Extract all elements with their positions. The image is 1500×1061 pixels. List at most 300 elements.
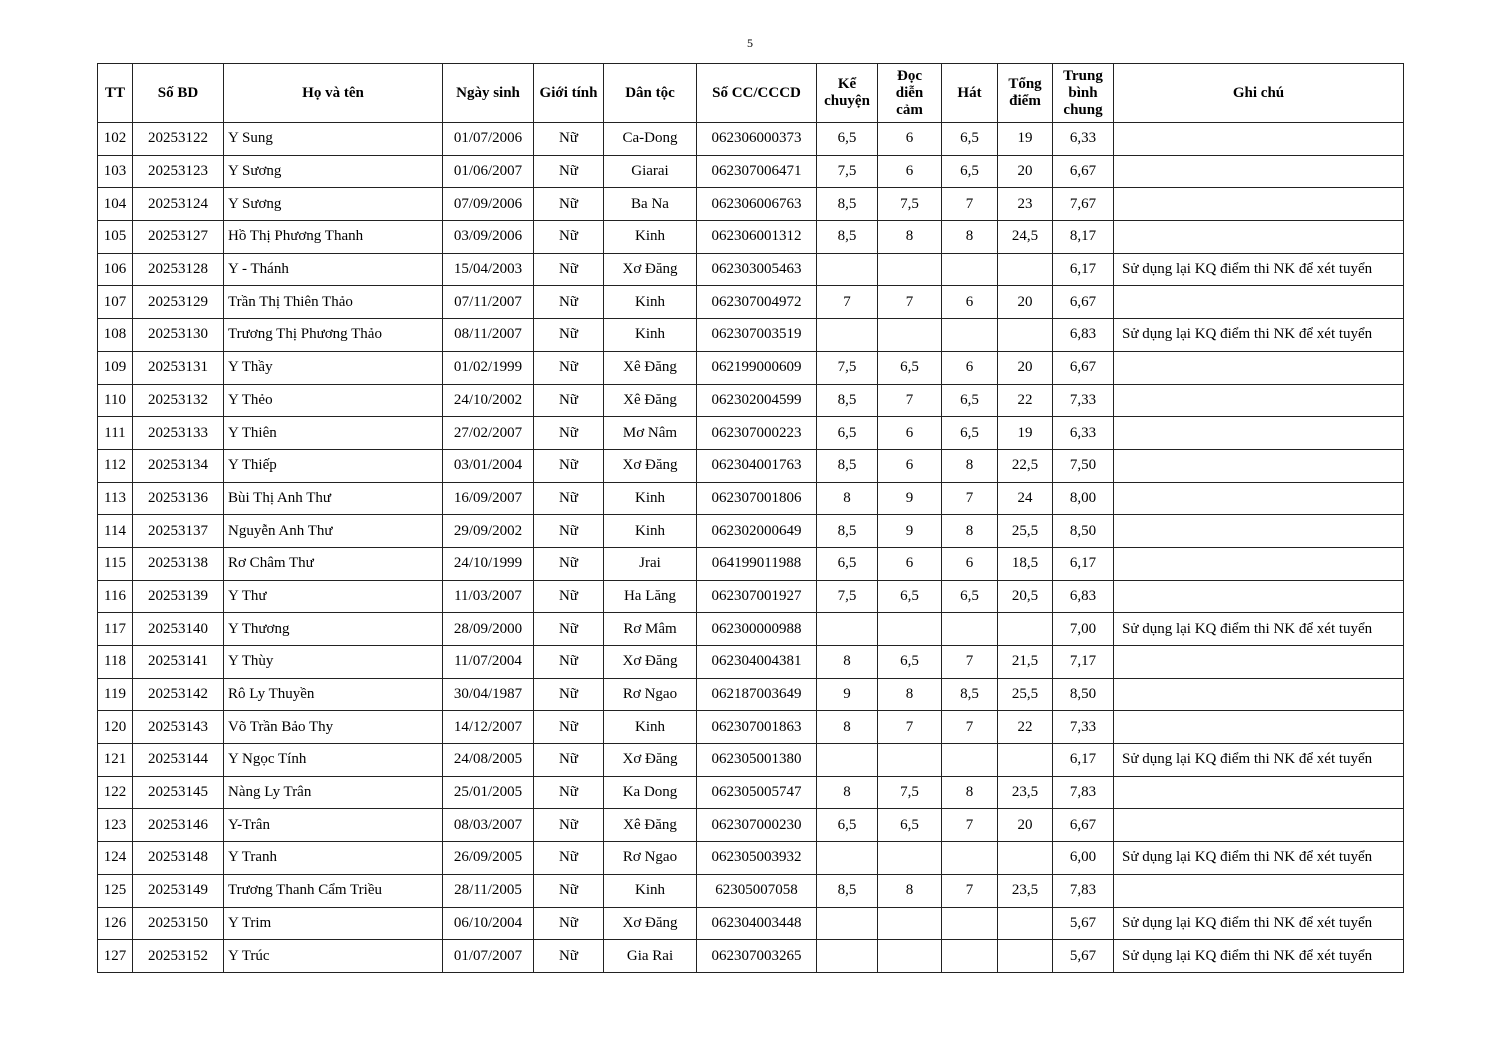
cell-gioi-tinh: Nữ <box>534 940 604 973</box>
cell-trung-binh-chung: 7,17 <box>1053 646 1114 679</box>
cell-tt: 108 <box>98 319 133 352</box>
cell-ngay-sinh: 29/09/2002 <box>443 515 534 548</box>
cell-tong-diem: 22 <box>998 384 1053 417</box>
cell-so-cccd: 062305005747 <box>697 776 817 809</box>
cell-tong-diem: 22,5 <box>998 449 1053 482</box>
table-row <box>98 449 1404 482</box>
cell-ho-va-ten: Y - Thánh <box>224 253 443 286</box>
cell-ngay-sinh: 01/07/2006 <box>443 123 534 156</box>
cell-so-cccd: 062307001927 <box>697 580 817 613</box>
table-row <box>98 874 1404 907</box>
cell-tt: 126 <box>98 907 133 940</box>
cell-tt: 102 <box>98 123 133 156</box>
cell-ghi-chu <box>1114 482 1404 515</box>
header-ho-va-ten: Họ và tên <box>224 64 443 123</box>
cell-ghi-chu <box>1114 646 1404 679</box>
cell-tt: 125 <box>98 874 133 907</box>
cell-so-bd: 20253123 <box>133 155 224 188</box>
cell-doc-dien-cam: 7 <box>878 286 942 319</box>
cell-doc-dien-cam: 8 <box>878 221 942 254</box>
cell-gioi-tinh: Nữ <box>534 351 604 384</box>
cell-ho-va-ten: Trần Thị Thiên Thảo <box>224 286 443 319</box>
cell-dan-toc: Kinh <box>604 482 697 515</box>
header-ngay-sinh: Ngày sinh <box>443 64 534 123</box>
cell-ngay-sinh: 27/02/2007 <box>443 417 534 450</box>
table-row <box>98 580 1404 613</box>
cell-so-bd: 20253134 <box>133 449 224 482</box>
cell-ho-va-ten: Trương Thanh Cẩm Triều <box>224 874 443 907</box>
cell-ghi-chu <box>1114 449 1404 482</box>
cell-hat: 7 <box>942 482 998 515</box>
cell-doc-dien-cam: 8 <box>878 678 942 711</box>
cell-ke-chuyen: 6,5 <box>817 417 878 450</box>
cell-doc-dien-cam: 8 <box>878 874 942 907</box>
cell-ngay-sinh: 28/11/2005 <box>443 874 534 907</box>
cell-ghi-chu: Sử dụng lại KQ điểm thi NK để xét tuyển <box>1114 842 1404 875</box>
cell-ngay-sinh: 11/03/2007 <box>443 580 534 613</box>
cell-gioi-tinh: Nữ <box>534 253 604 286</box>
cell-so-cccd: 062306000373 <box>697 123 817 156</box>
cell-gioi-tinh: Nữ <box>534 319 604 352</box>
cell-trung-binh-chung: 7,67 <box>1053 188 1114 221</box>
cell-ho-va-ten: Võ Trần Bảo Thy <box>224 711 443 744</box>
cell-so-bd: 20253122 <box>133 123 224 156</box>
cell-hat: 8 <box>942 449 998 482</box>
cell-ghi-chu <box>1114 155 1404 188</box>
table-row <box>98 319 1404 352</box>
cell-trung-binh-chung: 6,83 <box>1053 319 1114 352</box>
cell-doc-dien-cam: 6 <box>878 547 942 580</box>
cell-doc-dien-cam: 6 <box>878 155 942 188</box>
cell-tt: 110 <box>98 384 133 417</box>
table-row <box>98 547 1404 580</box>
cell-tt: 111 <box>98 417 133 450</box>
cell-ghi-chu <box>1114 351 1404 384</box>
cell-ho-va-ten: Hồ Thị Phương Thanh <box>224 221 443 254</box>
cell-dan-toc: Xơ Đăng <box>604 646 697 679</box>
cell-dan-toc: Rơ Mâm <box>604 613 697 646</box>
results-table <box>97 63 1404 973</box>
cell-tt: 117 <box>98 613 133 646</box>
cell-ke-chuyen: 8,5 <box>817 188 878 221</box>
cell-gioi-tinh: Nữ <box>534 417 604 450</box>
cell-tt: 121 <box>98 744 133 777</box>
cell-gioi-tinh: Nữ <box>534 776 604 809</box>
cell-doc-dien-cam <box>878 842 942 875</box>
cell-hat: 6 <box>942 286 998 319</box>
cell-dan-toc: Ha Lăng <box>604 580 697 613</box>
cell-so-bd: 20253143 <box>133 711 224 744</box>
cell-so-cccd: 062307001863 <box>697 711 817 744</box>
cell-hat: 8 <box>942 776 998 809</box>
cell-ho-va-ten: Y Ngọc Tính <box>224 744 443 777</box>
cell-ngay-sinh: 24/10/2002 <box>443 384 534 417</box>
cell-so-cccd: 062199000609 <box>697 351 817 384</box>
cell-so-cccd: 062307003519 <box>697 319 817 352</box>
table-body <box>98 123 1404 973</box>
cell-ho-va-ten: Y Tranh <box>224 842 443 875</box>
cell-tt: 118 <box>98 646 133 679</box>
cell-trung-binh-chung: 8,50 <box>1053 678 1114 711</box>
cell-dan-toc: Rơ Ngao <box>604 678 697 711</box>
table-row <box>98 417 1404 450</box>
cell-doc-dien-cam: 6 <box>878 123 942 156</box>
cell-trung-binh-chung: 7,33 <box>1053 384 1114 417</box>
cell-dan-toc: Xê Đăng <box>604 351 697 384</box>
cell-ngay-sinh: 26/09/2005 <box>443 842 534 875</box>
cell-tt: 119 <box>98 678 133 711</box>
cell-dan-toc: Kinh <box>604 286 697 319</box>
table-row <box>98 744 1404 777</box>
cell-ghi-chu <box>1114 384 1404 417</box>
cell-hat: 7 <box>942 646 998 679</box>
header-trung-binh-chung: Trung bình chung <box>1053 64 1114 123</box>
cell-doc-dien-cam <box>878 940 942 973</box>
cell-ghi-chu <box>1114 580 1404 613</box>
cell-ghi-chu <box>1114 678 1404 711</box>
cell-ho-va-ten: Y Sương <box>224 188 443 221</box>
cell-gioi-tinh: Nữ <box>534 188 604 221</box>
cell-ho-va-ten: Y Trúc <box>224 940 443 973</box>
cell-so-bd: 20253140 <box>133 613 224 646</box>
cell-ho-va-ten: Rô Ly Thuyền <box>224 678 443 711</box>
cell-ghi-chu <box>1114 286 1404 319</box>
cell-ke-chuyen: 8 <box>817 482 878 515</box>
cell-tong-diem <box>998 907 1053 940</box>
cell-doc-dien-cam <box>878 907 942 940</box>
cell-ngay-sinh: 03/01/2004 <box>443 449 534 482</box>
cell-doc-dien-cam: 7,5 <box>878 776 942 809</box>
cell-ghi-chu <box>1114 874 1404 907</box>
cell-tong-diem <box>998 744 1053 777</box>
cell-dan-toc: Kinh <box>604 319 697 352</box>
cell-so-cccd: 062304001763 <box>697 449 817 482</box>
cell-so-bd: 20253136 <box>133 482 224 515</box>
cell-trung-binh-chung: 6,17 <box>1053 253 1114 286</box>
cell-hat: 6,5 <box>942 384 998 417</box>
cell-dan-toc: Xơ Đăng <box>604 907 697 940</box>
cell-doc-dien-cam: 6 <box>878 449 942 482</box>
cell-hat: 8,5 <box>942 678 998 711</box>
cell-tt: 105 <box>98 221 133 254</box>
cell-hat: 7 <box>942 874 998 907</box>
cell-so-bd: 20253127 <box>133 221 224 254</box>
cell-so-bd: 20253141 <box>133 646 224 679</box>
cell-so-cccd: 62305007058 <box>697 874 817 907</box>
table-row <box>98 907 1404 940</box>
cell-doc-dien-cam <box>878 744 942 777</box>
cell-gioi-tinh: Nữ <box>534 907 604 940</box>
cell-hat <box>942 253 998 286</box>
cell-tong-diem: 20 <box>998 351 1053 384</box>
cell-gioi-tinh: Nữ <box>534 123 604 156</box>
cell-ghi-chu <box>1114 188 1404 221</box>
cell-so-cccd: 062306001312 <box>697 221 817 254</box>
cell-so-cccd: 062305003932 <box>697 842 817 875</box>
table-row <box>98 155 1404 188</box>
cell-ghi-chu <box>1114 221 1404 254</box>
cell-doc-dien-cam <box>878 253 942 286</box>
cell-tong-diem: 20,5 <box>998 580 1053 613</box>
cell-ngay-sinh: 14/12/2007 <box>443 711 534 744</box>
cell-gioi-tinh: Nữ <box>534 874 604 907</box>
cell-dan-toc: Gia Rai <box>604 940 697 973</box>
cell-ngay-sinh: 07/11/2007 <box>443 286 534 319</box>
cell-so-bd: 20253137 <box>133 515 224 548</box>
cell-so-bd: 20253138 <box>133 547 224 580</box>
cell-ngay-sinh: 28/09/2000 <box>443 613 534 646</box>
cell-gioi-tinh: Nữ <box>534 646 604 679</box>
cell-gioi-tinh: Nữ <box>534 515 604 548</box>
cell-tong-diem <box>998 319 1053 352</box>
cell-so-bd: 20253145 <box>133 776 224 809</box>
cell-ke-chuyen: 8,5 <box>817 874 878 907</box>
cell-trung-binh-chung: 6,17 <box>1053 547 1114 580</box>
cell-trung-binh-chung: 6,17 <box>1053 744 1114 777</box>
header-ke-chuyen: Kể chuyện <box>817 64 878 123</box>
cell-gioi-tinh: Nữ <box>534 384 604 417</box>
cell-hat <box>942 907 998 940</box>
cell-ngay-sinh: 25/01/2005 <box>443 776 534 809</box>
cell-so-cccd: 064199011988 <box>697 547 817 580</box>
cell-ke-chuyen <box>817 613 878 646</box>
cell-ke-chuyen <box>817 744 878 777</box>
cell-ke-chuyen: 6,5 <box>817 809 878 842</box>
cell-ngay-sinh: 06/10/2004 <box>443 907 534 940</box>
table-row <box>98 940 1404 973</box>
table-row <box>98 482 1404 515</box>
cell-trung-binh-chung: 6,33 <box>1053 417 1114 450</box>
cell-tong-diem: 23 <box>998 188 1053 221</box>
cell-ho-va-ten: Y Thẻo <box>224 384 443 417</box>
cell-tong-diem: 23,5 <box>998 874 1053 907</box>
cell-ke-chuyen: 8,5 <box>817 515 878 548</box>
cell-doc-dien-cam: 9 <box>878 482 942 515</box>
cell-ho-va-ten: Y Sung <box>224 123 443 156</box>
cell-tt: 106 <box>98 253 133 286</box>
cell-ke-chuyen: 8 <box>817 646 878 679</box>
cell-tong-diem: 20 <box>998 286 1053 319</box>
cell-tong-diem <box>998 940 1053 973</box>
cell-so-cccd: 062302004599 <box>697 384 817 417</box>
cell-ke-chuyen <box>817 907 878 940</box>
cell-dan-toc: Xơ Đăng <box>604 744 697 777</box>
table-row <box>98 188 1404 221</box>
cell-gioi-tinh: Nữ <box>534 547 604 580</box>
table-row <box>98 711 1404 744</box>
cell-ho-va-ten: Nàng Ly Trân <box>224 776 443 809</box>
cell-gioi-tinh: Nữ <box>534 842 604 875</box>
header-ghi-chu: Ghi chú <box>1114 64 1404 123</box>
cell-trung-binh-chung: 5,67 <box>1053 940 1114 973</box>
cell-so-bd: 20253152 <box>133 940 224 973</box>
cell-hat <box>942 744 998 777</box>
cell-so-bd: 20253133 <box>133 417 224 450</box>
cell-ngay-sinh: 03/09/2006 <box>443 221 534 254</box>
cell-trung-binh-chung: 8,00 <box>1053 482 1114 515</box>
cell-ho-va-ten: Y Sương <box>224 155 443 188</box>
cell-gioi-tinh: Nữ <box>534 809 604 842</box>
cell-gioi-tinh: Nữ <box>534 613 604 646</box>
cell-ke-chuyen: 7,5 <box>817 351 878 384</box>
header-dan-toc: Dân tộc <box>604 64 697 123</box>
table-row <box>98 253 1404 286</box>
cell-so-cccd: 062307006471 <box>697 155 817 188</box>
cell-gioi-tinh: Nữ <box>534 221 604 254</box>
cell-dan-toc: Kinh <box>604 221 697 254</box>
table-row <box>98 221 1404 254</box>
cell-ghi-chu: Sử dụng lại KQ điểm thi NK để xét tuyển <box>1114 253 1404 286</box>
cell-ke-chuyen: 7 <box>817 286 878 319</box>
header-tt: TT <box>98 64 133 123</box>
cell-ho-va-ten: Rơ Châm Thư <box>224 547 443 580</box>
cell-tong-diem: 20 <box>998 155 1053 188</box>
cell-gioi-tinh: Nữ <box>534 155 604 188</box>
cell-gioi-tinh: Nữ <box>534 744 604 777</box>
cell-ke-chuyen <box>817 842 878 875</box>
cell-ngay-sinh: 16/09/2007 <box>443 482 534 515</box>
table-row <box>98 776 1404 809</box>
cell-hat: 7 <box>942 809 998 842</box>
cell-tong-diem: 22 <box>998 711 1053 744</box>
cell-so-bd: 20253150 <box>133 907 224 940</box>
cell-doc-dien-cam: 7 <box>878 384 942 417</box>
cell-doc-dien-cam: 9 <box>878 515 942 548</box>
header-row <box>98 64 1404 123</box>
cell-so-bd: 20253144 <box>133 744 224 777</box>
table-row <box>98 613 1404 646</box>
cell-ghi-chu: Sử dụng lại KQ điểm thi NK để xét tuyển <box>1114 319 1404 352</box>
cell-tong-diem: 21,5 <box>998 646 1053 679</box>
cell-ke-chuyen: 8,5 <box>817 221 878 254</box>
cell-hat: 6 <box>942 547 998 580</box>
table-row <box>98 678 1404 711</box>
cell-tong-diem <box>998 842 1053 875</box>
cell-ghi-chu: Sử dụng lại KQ điểm thi NK để xét tuyển <box>1114 907 1404 940</box>
cell-doc-dien-cam: 6 <box>878 417 942 450</box>
cell-gioi-tinh: Nữ <box>534 449 604 482</box>
cell-dan-toc: Rơ Ngao <box>604 842 697 875</box>
cell-hat <box>942 940 998 973</box>
header-so-cccd: Số CC/CCCD <box>697 64 817 123</box>
cell-ho-va-ten: Y Thùy <box>224 646 443 679</box>
cell-ngay-sinh: 24/10/1999 <box>443 547 534 580</box>
cell-dan-toc: Xê Đăng <box>604 384 697 417</box>
cell-trung-binh-chung: 7,33 <box>1053 711 1114 744</box>
cell-ngay-sinh: 01/07/2007 <box>443 940 534 973</box>
cell-trung-binh-chung: 6,67 <box>1053 286 1114 319</box>
cell-ghi-chu <box>1114 547 1404 580</box>
table-row <box>98 646 1404 679</box>
cell-ke-chuyen: 8 <box>817 776 878 809</box>
table-row <box>98 842 1404 875</box>
cell-ho-va-ten: Bùi Thị Anh Thư <box>224 482 443 515</box>
cell-tong-diem <box>998 253 1053 286</box>
cell-tong-diem: 18,5 <box>998 547 1053 580</box>
cell-so-bd: 20253142 <box>133 678 224 711</box>
page-number: 5 <box>747 36 753 50</box>
cell-doc-dien-cam: 7,5 <box>878 188 942 221</box>
cell-ho-va-ten: Y Thiên <box>224 417 443 450</box>
cell-dan-toc: Xê Đăng <box>604 809 697 842</box>
cell-ngay-sinh: 08/03/2007 <box>443 809 534 842</box>
cell-ngay-sinh: 01/06/2007 <box>443 155 534 188</box>
cell-trung-binh-chung: 6,67 <box>1053 155 1114 188</box>
cell-tong-diem: 19 <box>998 417 1053 450</box>
cell-dan-toc: Giarai <box>604 155 697 188</box>
cell-ke-chuyen: 6,5 <box>817 547 878 580</box>
header-hat: Hát <box>942 64 998 123</box>
cell-ho-va-ten: Nguyễn Anh Thư <box>224 515 443 548</box>
cell-hat: 6,5 <box>942 123 998 156</box>
header-so-bd: Số BD <box>133 64 224 123</box>
cell-tt: 103 <box>98 155 133 188</box>
cell-dan-toc: Kinh <box>604 711 697 744</box>
cell-hat: 8 <box>942 515 998 548</box>
cell-hat: 6,5 <box>942 155 998 188</box>
cell-ke-chuyen <box>817 319 878 352</box>
cell-dan-toc: Ca-Dong <box>604 123 697 156</box>
cell-tt: 107 <box>98 286 133 319</box>
cell-tong-diem: 20 <box>998 809 1053 842</box>
cell-so-bd: 20253124 <box>133 188 224 221</box>
cell-so-cccd: 062306006763 <box>697 188 817 221</box>
cell-tong-diem: 25,5 <box>998 678 1053 711</box>
cell-tt: 116 <box>98 580 133 613</box>
cell-so-bd: 20253148 <box>133 842 224 875</box>
cell-so-cccd: 062307000223 <box>697 417 817 450</box>
cell-hat <box>942 319 998 352</box>
cell-tt: 123 <box>98 809 133 842</box>
cell-doc-dien-cam: 6,5 <box>878 351 942 384</box>
cell-dan-toc: Ba Na <box>604 188 697 221</box>
cell-doc-dien-cam <box>878 613 942 646</box>
cell-so-bd: 20253131 <box>133 351 224 384</box>
cell-tong-diem: 19 <box>998 123 1053 156</box>
cell-ngay-sinh: 08/11/2007 <box>443 319 534 352</box>
cell-trung-binh-chung: 6,83 <box>1053 580 1114 613</box>
cell-hat: 6,5 <box>942 580 998 613</box>
cell-trung-binh-chung: 5,67 <box>1053 907 1114 940</box>
cell-trung-binh-chung: 8,17 <box>1053 221 1114 254</box>
cell-ghi-chu: Sử dụng lại KQ điểm thi NK để xét tuyển <box>1114 613 1404 646</box>
header-doc-dien-cam: Đọc diễn cảm <box>878 64 942 123</box>
cell-tong-diem: 24 <box>998 482 1053 515</box>
cell-ghi-chu <box>1114 809 1404 842</box>
cell-ngay-sinh: 30/04/1987 <box>443 678 534 711</box>
cell-ke-chuyen: 8 <box>817 711 878 744</box>
cell-so-cccd: 062305001380 <box>697 744 817 777</box>
cell-hat: 6,5 <box>942 417 998 450</box>
cell-ngay-sinh: 15/04/2003 <box>443 253 534 286</box>
cell-hat: 6 <box>942 351 998 384</box>
cell-trung-binh-chung: 6,67 <box>1053 809 1114 842</box>
cell-tt: 120 <box>98 711 133 744</box>
cell-ngay-sinh: 01/02/1999 <box>443 351 534 384</box>
cell-so-cccd: 062307003265 <box>697 940 817 973</box>
cell-so-cccd: 062304003448 <box>697 907 817 940</box>
cell-trung-binh-chung: 6,33 <box>1053 123 1114 156</box>
cell-so-cccd: 062307004972 <box>697 286 817 319</box>
cell-ke-chuyen <box>817 940 878 973</box>
cell-so-cccd: 062304004381 <box>697 646 817 679</box>
cell-dan-toc: Xơ Đăng <box>604 449 697 482</box>
cell-doc-dien-cam <box>878 319 942 352</box>
cell-trung-binh-chung: 7,00 <box>1053 613 1114 646</box>
cell-gioi-tinh: Nữ <box>534 482 604 515</box>
cell-gioi-tinh: Nữ <box>534 286 604 319</box>
cell-hat <box>942 613 998 646</box>
